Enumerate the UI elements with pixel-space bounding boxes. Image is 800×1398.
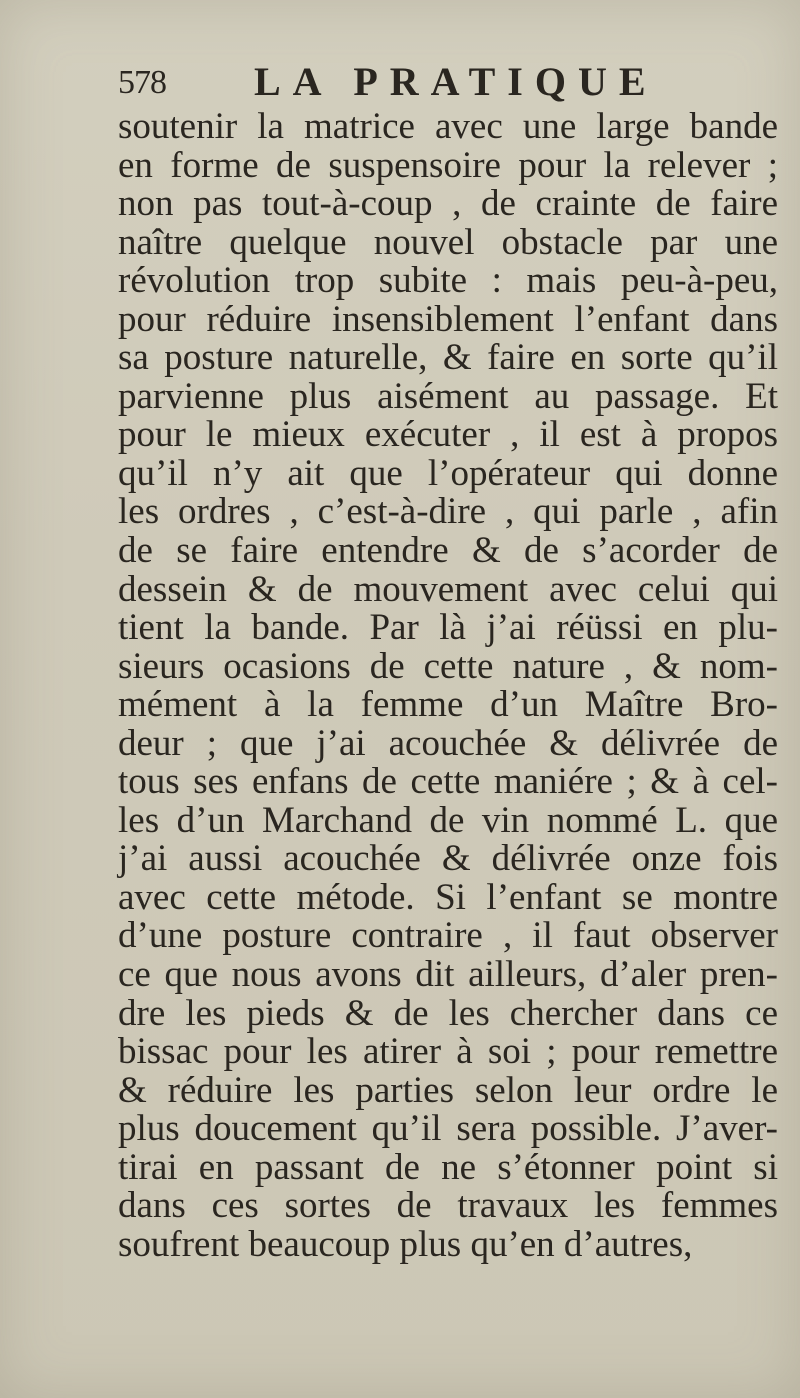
page-number: 578	[118, 64, 166, 101]
body-text	[118, 108, 778, 1264]
text-line: avec cette métode. Si l’enfant se montre	[118, 876, 778, 918]
text-line: pour réduire insensiblement l’enfant dans	[118, 298, 778, 340]
text-line: parvienne plus aisément au passage. Et	[118, 375, 778, 417]
text-line: soufrent beaucoup plus qu’en d’autres,	[118, 1223, 693, 1265]
text-line: & réduire les parties selon leur ordre le	[118, 1069, 778, 1111]
text-line: tient la bande. Par là j’ai réüssi en plu-	[118, 607, 778, 649]
text-line: bissac pour les atirer à soi ; pour remettre	[118, 1031, 778, 1073]
text-line: qu’il n’y ait que l’opérateur qui donne	[118, 452, 778, 494]
text-line: dessein & de mouvement avec celui qui	[118, 568, 778, 610]
text-line: les ordres , c’est-à-dire , qui parle , afin	[118, 491, 778, 533]
text-line: en forme de suspensoire pour la relever ;	[118, 144, 778, 186]
text-line: sieurs ocasions de cette nature , & nom-	[118, 645, 778, 687]
text-line: tous ses enfans de cette maniére ; & à cel-	[118, 761, 778, 803]
text-line: deur ; que j’ai acouchée & délivrée de	[118, 722, 778, 764]
text-line: soutenir la matrice avec une large bande	[118, 106, 778, 147]
text-line: dans ces sortes de travaux les femmes	[118, 1185, 778, 1227]
running-head: LA PRATIQUE	[254, 59, 658, 104]
text-line: naître quelque nouvel obstacle par une	[118, 221, 778, 263]
text-line: ce que nous avons dit ailleurs, d’aler pren-	[118, 954, 778, 996]
text-line: les d’un Marchand de vin nommé L. que	[118, 799, 778, 841]
page-header	[118, 58, 678, 108]
text-line: de se faire entendre & de s’acorder de	[118, 530, 778, 572]
text-line: mément à la femme d’un Maître Bro-	[118, 684, 778, 726]
text-line: d’une posture contraire , il faut observer	[118, 915, 778, 957]
text-line: révolution trop subite : mais peu-à-peu,	[118, 260, 778, 302]
text-line: sa posture naturelle, & faire en sorte qu’il	[118, 337, 778, 379]
text-line: non pas tout-à-coup , de crainte de faire	[118, 183, 778, 225]
text-line: pour le mieux exécuter , il est à propos	[118, 414, 778, 456]
text-line: plus doucement qu’il sera possible. J’aver-	[118, 1108, 778, 1150]
text-line: j’ai aussi acouchée & délivrée onze fois	[118, 838, 778, 880]
text-line: dre les pieds & de les chercher dans ce	[118, 992, 778, 1034]
text-line: tirai en passant de ne s’étonner point si	[118, 1146, 778, 1188]
